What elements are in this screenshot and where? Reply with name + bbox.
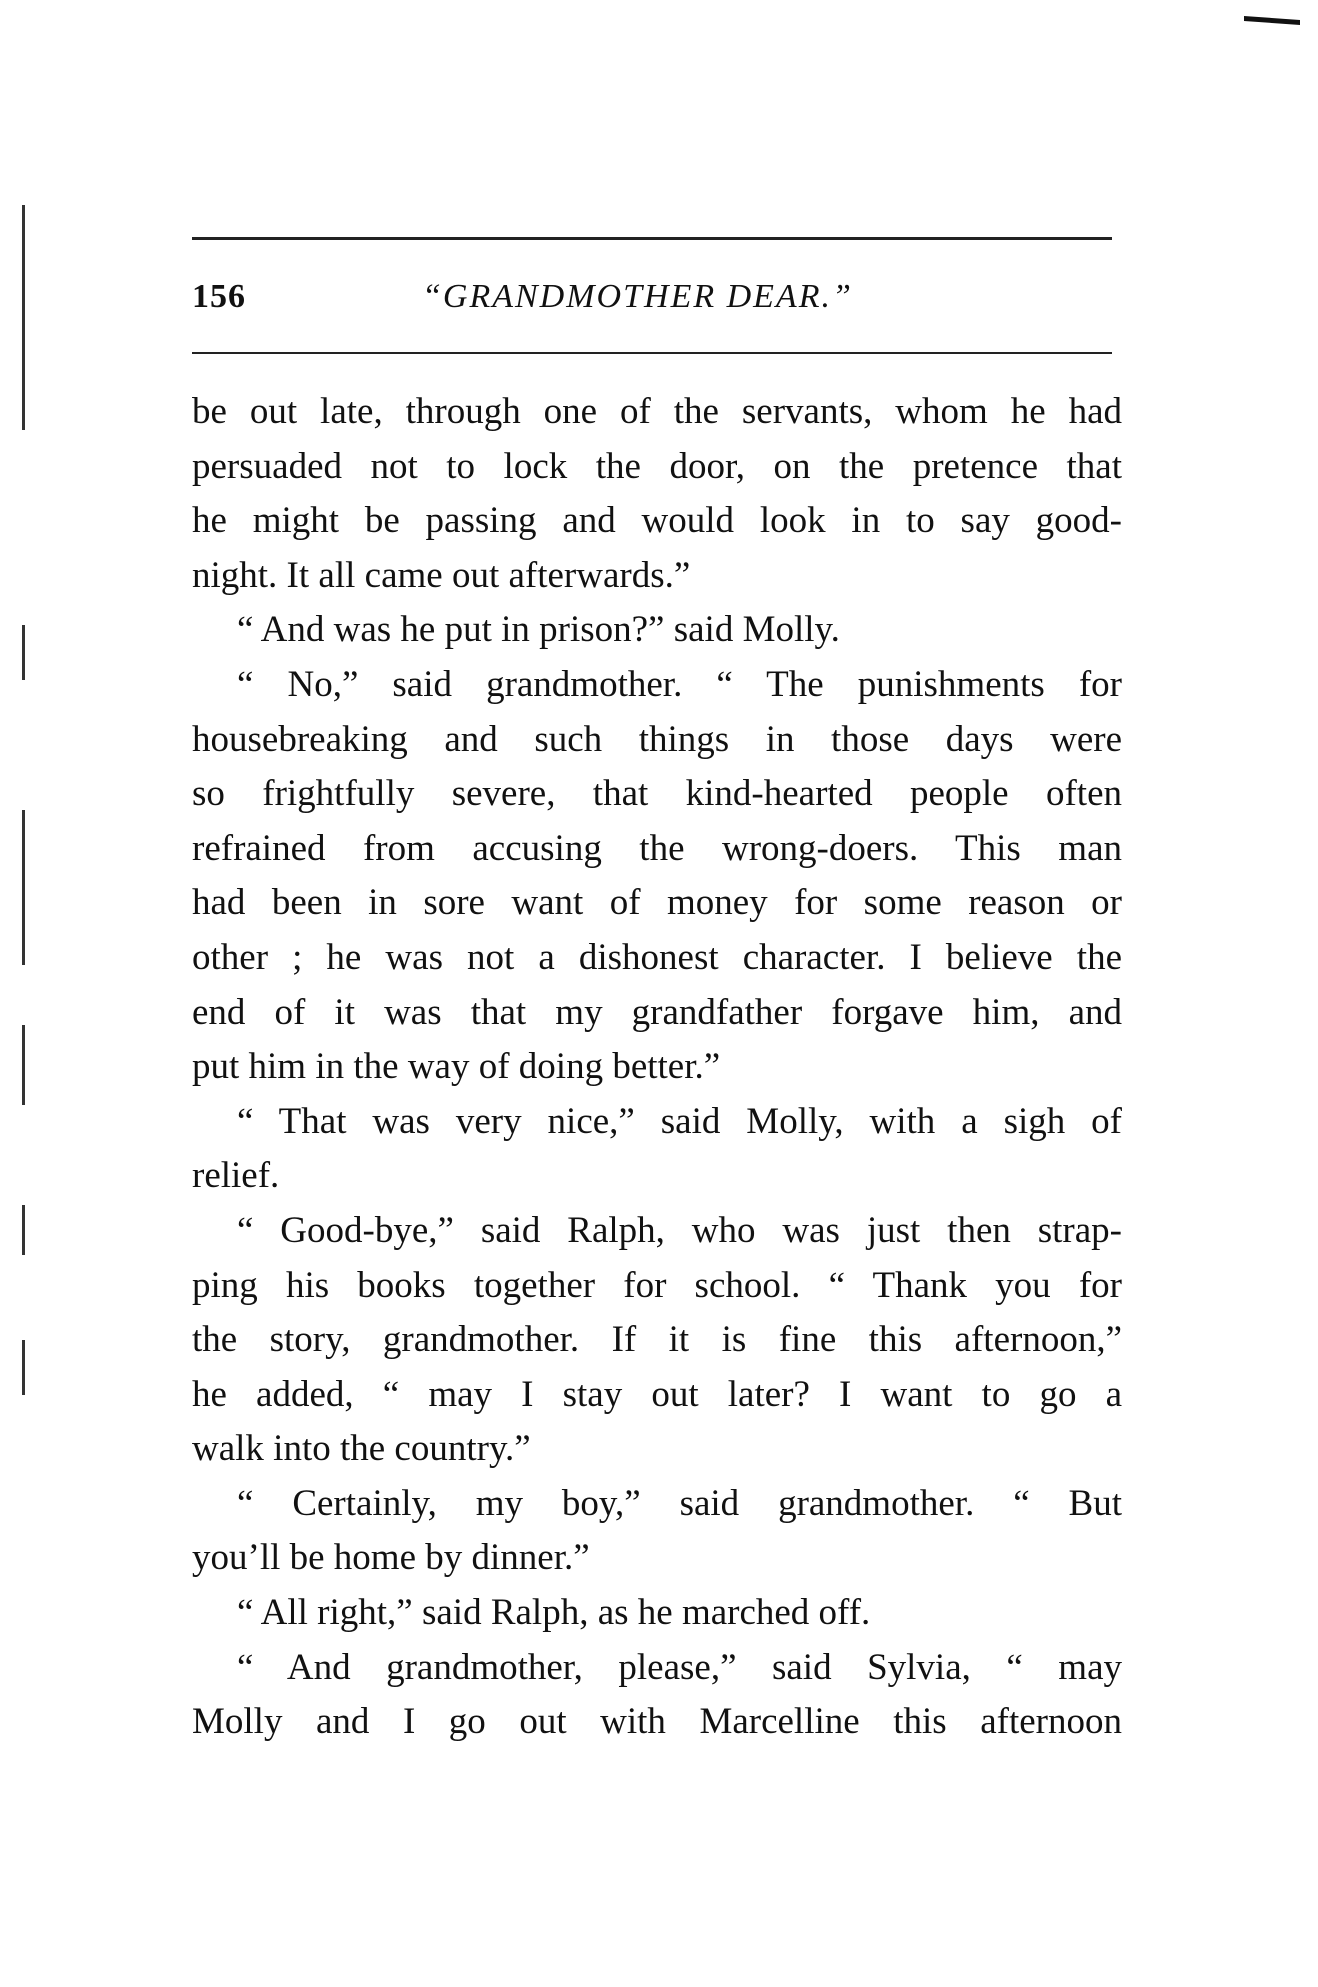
text-line: “ And was he put in prison?” said Molly.	[237, 609, 840, 651]
header-rule-bottom	[192, 352, 1112, 354]
scan-edge-mark	[22, 1340, 25, 1395]
text-line: night. It all came out afterwards.”	[192, 554, 691, 596]
text-line: he added, “ may I stay out later? I want to go a	[192, 1373, 1122, 1415]
text-line: persuaded not to lock the door, on the pretence that	[192, 445, 1122, 487]
scan-edge-mark	[22, 1025, 25, 1105]
text-line: so frightfully severe, that kind-hearted people often	[192, 773, 1122, 815]
text-line: he might be passing and would look in to say good-	[192, 500, 1122, 542]
scan-edge-mark	[22, 810, 25, 965]
running-head	[192, 278, 1112, 328]
page-number: 156	[192, 278, 246, 315]
text-line: “ Good-bye,” said Ralph, who was just then strap-	[237, 1209, 1122, 1251]
text-line: other ; he was not a dishonest character. I believe the	[192, 936, 1122, 978]
text-line: put him in the way of doing better.”	[192, 1046, 721, 1088]
text-line: walk into the country.”	[192, 1428, 531, 1470]
text-line: housebreaking and such things in those days were	[192, 718, 1122, 760]
scan-corner-mark	[1244, 16, 1300, 25]
scan-edge-mark	[22, 205, 25, 430]
text-line: you’ll be home by dinner.”	[192, 1537, 590, 1579]
text-line: refrained from accusing the wrong-doers. This man	[192, 827, 1122, 869]
text-line: “ That was very nice,” said Molly, with a sigh of	[237, 1100, 1122, 1142]
text-line: end of it was that my grandfather forgave him, and	[192, 991, 1122, 1033]
text-line: “ And grandmother, please,” said Sylvia, “ may	[237, 1646, 1122, 1688]
header-rule-top	[192, 237, 1112, 240]
scan-edge-mark	[22, 625, 25, 680]
text-line: ping his books together for school. “ Thank you for	[192, 1264, 1122, 1306]
text-line: relief.	[192, 1155, 280, 1197]
text-line: had been in sore want of money for some reason or	[192, 882, 1122, 924]
text-line: Molly and I go out with Marcelline this afternoon	[192, 1701, 1122, 1743]
scan-edge-mark	[22, 1205, 25, 1255]
text-line: “ Certainly, my boy,” said grandmother. “ But	[237, 1482, 1122, 1524]
text-line: the story, grandmother. If it is fine this afternoon,”	[192, 1319, 1122, 1361]
body-text	[192, 385, 1122, 1750]
running-title: “GRANDMOTHER DEAR.”	[422, 278, 853, 315]
text-line: “ No,” said grandmother. “ The punishments for	[237, 663, 1122, 705]
text-line: be out late, through one of the servants, whom he had	[192, 391, 1122, 432]
text-line: “ All right,” said Ralph, as he marched off.	[237, 1592, 871, 1634]
